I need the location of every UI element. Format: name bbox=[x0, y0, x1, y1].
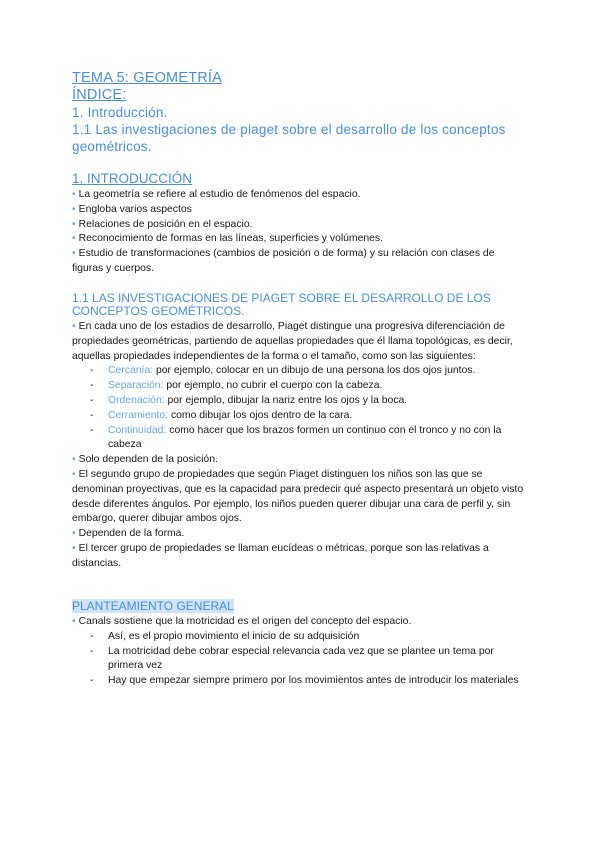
list-item: - Hay que empezar siempre primero por los movimientos antes de introducir los materiales bbox=[72, 674, 528, 689]
bullet-icon: • bbox=[72, 248, 76, 260]
list-item: • Estudio de transformaciones (cambios de posición o de forma) y su relación con clases de figuras y cuerpos. bbox=[72, 248, 495, 274]
dash-icon: - bbox=[90, 365, 94, 377]
bullet-icon: • bbox=[72, 468, 76, 480]
paragraph: • Dependen de la forma. bbox=[72, 528, 185, 540]
list-item: - La motricidad debe cobrar especial relevancia cada vez que se plantee un tema por primera vez bbox=[90, 645, 494, 672]
properties-list bbox=[72, 364, 528, 453]
intro-heading: 1. INTRODUCCIÓN bbox=[72, 171, 193, 186]
bullet-icon: • bbox=[72, 218, 76, 230]
list-item: - Ordenación: por ejemplo, dibujar la nariz entre los ojos y la boca. bbox=[72, 394, 528, 409]
bullet-icon: • bbox=[72, 528, 76, 540]
dash-icon: - bbox=[90, 675, 94, 687]
list-item: • La geometría se refiere al estudio de fenómenos del espacio. bbox=[72, 189, 361, 200]
bullet-icon: • bbox=[72, 189, 76, 200]
bullet-icon: • bbox=[72, 203, 76, 215]
dash-icon: - bbox=[90, 630, 94, 642]
piaget-section bbox=[72, 292, 528, 572]
bullet-icon: • bbox=[72, 321, 76, 332]
bullet-icon: • bbox=[72, 233, 76, 245]
document-title: TEMA 5: GEOMETRÍA bbox=[72, 70, 223, 86]
list-item: - Separación: por ejemplo, no cubrir el cuerpo con la cabeza. bbox=[72, 379, 528, 394]
paragraph: • En cada uno de los estadios de desarrollo, Piaget distingue una progresiva diferenciación de propiedades geométricas, partiendo de aquellas propiedades que él llama topológicas, es decir, aquellas propiedades independientes de la forma o el tamaño, como son las siguientes: bbox=[72, 321, 513, 362]
list-item: - Cercanía: por ejemplo, colocar en un dibujo de una persona los dos ojos juntos. bbox=[72, 364, 528, 379]
list-item: - Continuidad: como hacer que los brazos formen un continuo con el tronco y no con la cabeza bbox=[90, 424, 502, 451]
bullet-icon: • bbox=[72, 616, 76, 627]
list-item: - Así, es el propio movimiento el inicio de su adquisición bbox=[72, 630, 528, 645]
index-label: ÍNDICE: bbox=[72, 87, 127, 103]
index-item: 1. Introducción. bbox=[72, 105, 168, 120]
list-item: • Engloba varios aspectos bbox=[72, 203, 192, 215]
paragraph: • El tercer grupo de propiedades se llaman eucídeas o métricas, porque son las relativas a distancias. bbox=[72, 542, 489, 569]
general-heading: PLANTEAMIENTO GENERAL bbox=[72, 599, 234, 613]
bullet-icon: • bbox=[72, 454, 76, 466]
piaget-heading: 1.1 LAS INVESTIGACIONES DE PIAGET SOBRE EL DESARROLLO DE LOS CONCEPTOS GEOMÉTRICOS. bbox=[72, 291, 491, 318]
dash-icon: - bbox=[90, 394, 94, 406]
paragraph: • El segundo grupo de propiedades que según Piaget distinguen los niños son las que se denominan proyectivas, que es la capacidad para predecir qué aspecto presentará un objeto visto desde diferentes ángulos. Por ejemplo, los niños pueden querer dibujar una cara de perfil y, sin embargo, querer dibujar ambos ojos. bbox=[72, 468, 524, 525]
paragraph: • Canals sostiene que la motricidad es el origen del concepto del espacio. bbox=[72, 616, 412, 627]
paragraph: • Solo dependen de la posición. bbox=[72, 454, 218, 466]
dash-icon: - bbox=[90, 645, 94, 657]
list-item: • Relaciones de posición en el espacio. bbox=[72, 218, 253, 230]
general-section bbox=[72, 600, 528, 689]
list-item: - Cerramiento: como dibujar los ojos dentro de la cara. bbox=[72, 409, 528, 424]
header-block bbox=[72, 70, 528, 155]
dash-icon: - bbox=[90, 409, 94, 421]
index-item: 1.1 Las investigaciones de piaget sobre el desarrollo de los conceptos geométricos. bbox=[72, 122, 506, 154]
dash-icon: - bbox=[90, 380, 94, 392]
list-item: • Reconocimiento de formas en las líneas, superficies y volúmenes. bbox=[72, 233, 384, 245]
dash-icon: - bbox=[90, 424, 94, 436]
bullet-icon: • bbox=[72, 542, 76, 554]
intro-section bbox=[72, 171, 528, 277]
general-list bbox=[72, 630, 528, 689]
